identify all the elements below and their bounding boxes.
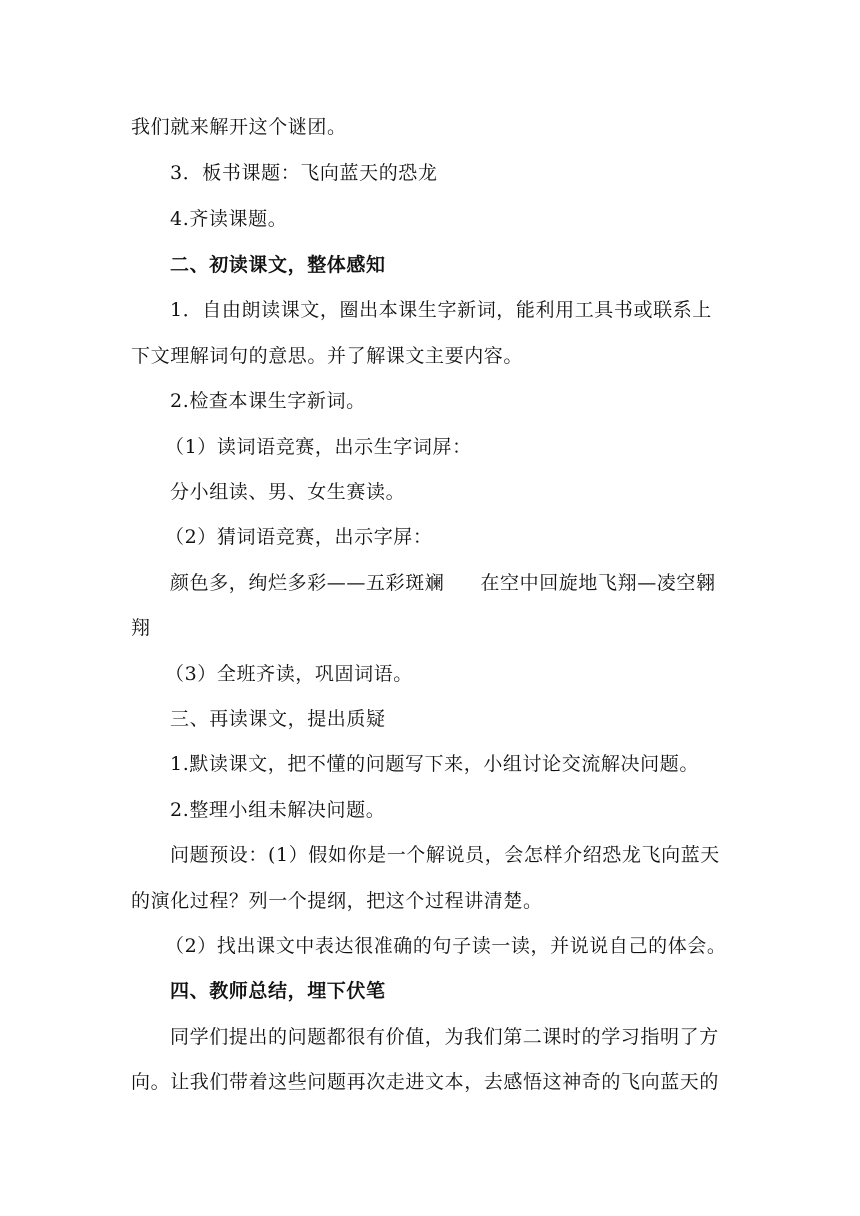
paragraph-line: （2）找出课文中表达很准确的句子读一读，并说说自己的体会。	[165, 935, 727, 957]
word-pair-line	[170, 569, 716, 597]
paragraph-line: 1．自由朗读课文，圈出本课生字新词，能利用工具书或联系上	[170, 299, 712, 321]
paragraph-line: （2）猜词语竞赛，出示字屏：	[165, 526, 433, 548]
section-heading: 四、教师总结，埋下伏笔	[170, 980, 386, 1002]
paragraph-line: 4.齐读课题。	[170, 208, 288, 230]
section-heading: 二、初读课文，整体感知	[170, 254, 386, 276]
paragraph-line: 的演化过程？列一个提纲，把这个过程讲清楚。	[131, 890, 543, 912]
paragraph-line: 2.整理小组未解决问题。	[170, 799, 386, 821]
paragraph-line: 我们就来解开这个谜团。	[131, 116, 347, 138]
section-heading: 三、再读课文，提出质疑	[170, 708, 386, 730]
paragraph-line: （3）全班齐读，巩固词语。	[165, 663, 413, 685]
paragraph-line: （1）读词语竞赛，出示生字词屏：	[165, 436, 472, 458]
word-pair-1: 颜色多，绚烂多彩——五彩斑斓	[170, 572, 445, 594]
paragraph-line: 向。让我们带着这些问题再次走进文本，去感悟这神奇的飞向蓝天的	[131, 1071, 720, 1093]
paragraph-line: 2.检查本课生字新词。	[170, 390, 366, 412]
paragraph-line: 分小组读、男、女生赛读。	[170, 481, 406, 503]
paragraph-line: 翔	[131, 617, 151, 639]
word-pair-2: 在空中回旋地飞翔—凌空翱	[480, 572, 716, 594]
paragraph-line: 问题预设：(1）假如你是一个解说员，会怎样介绍恐龙飞向蓝天	[170, 844, 720, 866]
paragraph-line: 同学们提出的问题都很有价值，为我们第二课时的学习指明了方	[170, 1026, 719, 1048]
paragraph-line: 3．板书课题：飞向蓝天的恐龙	[170, 162, 438, 184]
paragraph-line: 1.默读课文，把不懂的问题写下来，小组讨论交流解决问题。	[170, 753, 699, 775]
paragraph-line: 下文理解词句的意思。并了解课文主要内容。	[131, 345, 524, 367]
